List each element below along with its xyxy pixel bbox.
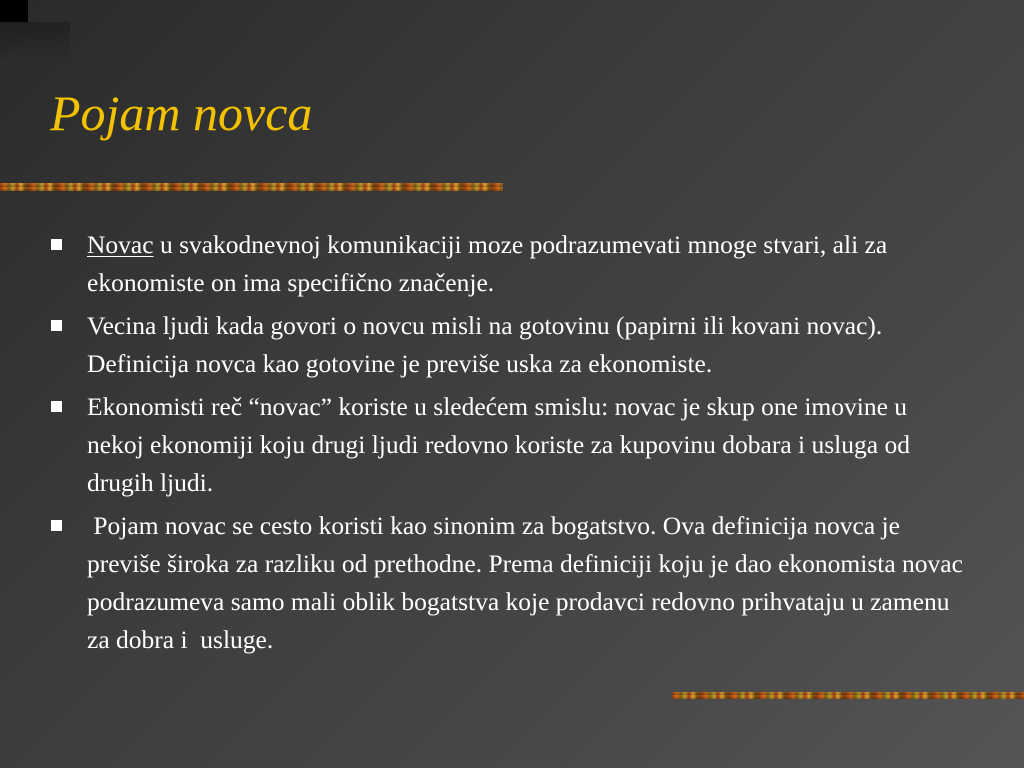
square-bullet-icon (51, 320, 62, 331)
bullet-body: u svakodnevnoj komunikaciji moze podrazumevati mnoge stvari, ali za ekonomiste on ima specifično značenje. (87, 230, 894, 297)
bullet-item-1 (50, 226, 970, 302)
bottom-divider (672, 692, 1024, 699)
bullet-text (87, 307, 970, 383)
bullet-body-line2: Definicija novca kao gotovine je previše uska za ekonomiste. (87, 349, 713, 378)
bullet-item-4 (50, 507, 970, 659)
bullet-body: Vecina ljudi kada govori o novcu misli na gotovinu (papirni ili kovani novac). (87, 311, 883, 340)
bullet-item-3 (50, 388, 970, 502)
corner-decoration (0, 0, 28, 22)
square-bullet-icon (51, 239, 62, 250)
bullet-text (87, 226, 970, 302)
corner-shadow (0, 22, 70, 62)
bullet-item-2 (50, 307, 970, 383)
square-bullet-icon (51, 520, 62, 531)
title-divider (0, 183, 503, 191)
slide-title: Pojam novca (50, 85, 313, 141)
term-novac: Novac (87, 230, 154, 259)
bullet-body: Ekonomisti reč “novac” koriste u sledećem smislu: novac je skup one imovine u nekoj ekonomiji koju drugi ljudi redovno koriste za kupovinu dobara i usluga od drugih ljudi. (87, 392, 917, 497)
square-bullet-icon (51, 401, 62, 412)
bullet-list (50, 226, 970, 664)
bullet-body: Pojam novac se cesto koristi kao sinonim za bogatstvo. Ova definicija novca je previše široka za razliku od prethodne. Prema definiciji koju je dao ekonomista novac podrazumeva samo mali oblik bogatstva koje prodavci redovno prihvataju u zamenu za dobra i usluge. (87, 511, 970, 654)
